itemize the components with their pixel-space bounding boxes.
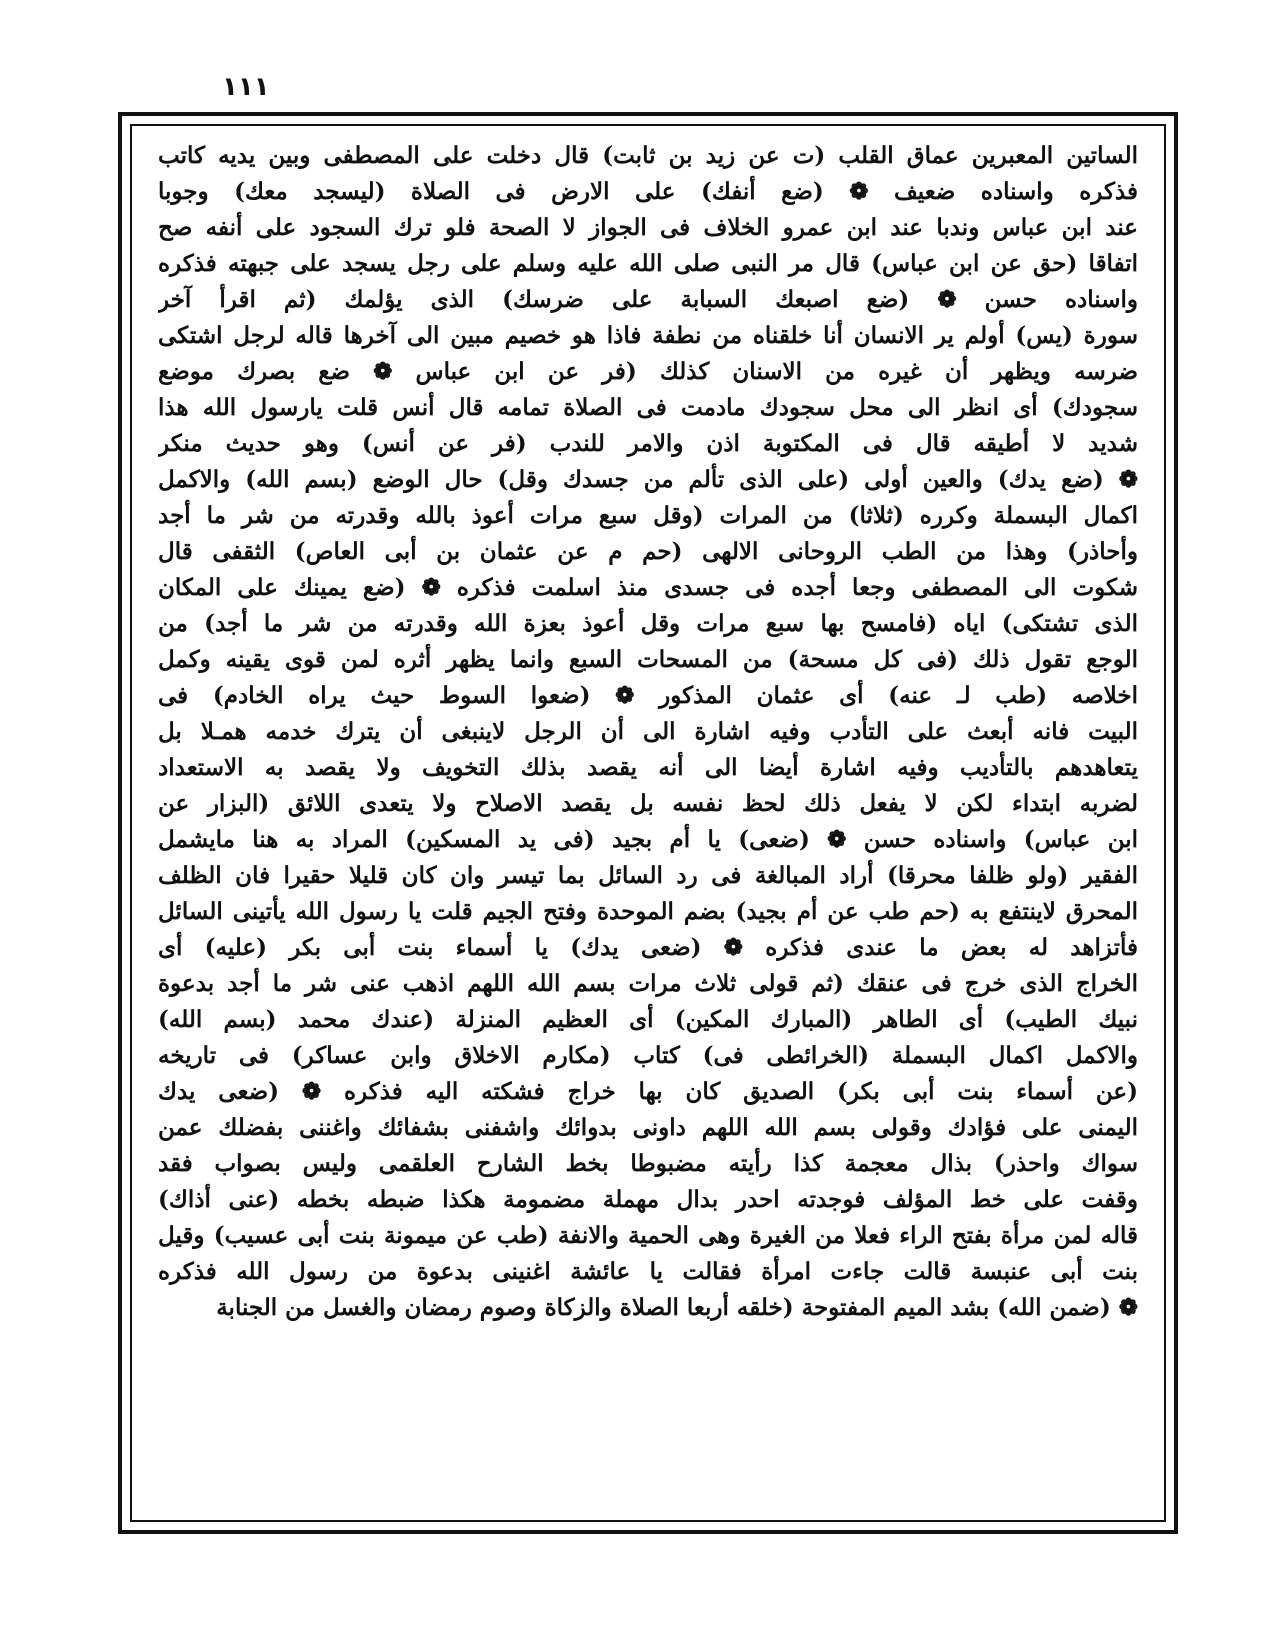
page-number: ١١١ [222, 72, 270, 102]
text-line: اخلاصه (طب لـ عنه) أى عثمان المذكور ❁ (ضعوا السوط حيث يراه الخادم) فى [158, 682, 1138, 709]
page-border-outer [118, 112, 1178, 1534]
text-line: فذكره واسناده ضعيف ❁ (ضع أنفك) على الارض فى الصلاة (ليسجد معك) وجوبا [158, 178, 1138, 205]
text-line: نبيك الطيب) أى الطاهر (المبارك المكين) أى العظيم المنزلة (عندك محمد (بسم الله) [158, 1006, 1138, 1033]
text-line: الساتين المعبرين عماق القلب (ت عن زيد بن ثابت) قال دخلت على المصطفى وبين يديه كاتب [158, 142, 1138, 169]
text-line: ابن عباس) واسناده حسن ❁ (ضعى) يا أم بجيد (فى يد المسكين) المراد به هنا مايشمل [158, 826, 1138, 853]
text-line: ❁ (ضع يدك) والعين أولى (على الذى تألم من جسدك وقل) حال الوضع (بسم الله) والاكمل [158, 466, 1138, 493]
text-line: عند ابن عباس وندبا عند ابن عمرو الخلاف فى الجواز لا الصحة فلو ترك السجود على أنفه صح [158, 214, 1138, 241]
text-line: اتفاقا (حق عن ابن عباس) قال مر النبى صلى الله عليه وسلم على رجل يسجد على جبهته فذكره [158, 250, 1138, 277]
text-line: لضربه ابتداء لكن لا يفعل ذلك لحظ نفسه بل يقصد الاصلاح ولا يتعدى اللائق (البزار عن [158, 790, 1138, 817]
text-line: قاله لمن مرأة بفتح الراء فعلا من الغيرة وهى الحمية والانفة (طب عن ميمونة بنت أبى عسيب) وقيل [158, 1222, 1138, 1249]
text-line: سواك واحذر) بذال معجمة كذا رأيته مضبوطا بخط الشارح العلقمى وليس بصواب فقد [158, 1150, 1138, 1177]
text-line: فأتزاهد له بعض ما عندى فذكره ❁ (ضعى يدك) يا أسماء بنت أبى بكر (عليه) أى [158, 934, 1138, 961]
text-line: سورة (يس) أولم ير الانسان أنا خلقناه من نطفة فاذا هو خصيم مبين الى آخرها قاله لرجل اشتكى [158, 322, 1138, 349]
text-line: والاكمل اكمال البسملة (الخرائطى فى) كتاب (مكارم الاخلاق وابن عساكر) فى تاريخه [158, 1042, 1138, 1069]
text-line: اليمنى على فؤادك وقولى بسم الله اللهم داونى بدوائك واشفنى بشفائك واغننى بفضلك عمن [158, 1114, 1138, 1141]
text-line: يتعاهدهم بالتأديب وفيه اشارة أيضا الى أنه يقصد بذلك التخويف ولا يقصد به الاستعداد [158, 754, 1138, 781]
text-line: سجودك) أى انظر الى محل سجودك مادمت فى الصلاة تمامه قال أنس قلت يارسول الله هذا [158, 394, 1138, 421]
text-line: شكوت الى المصطفى وجعا أجده فى جسدى منذ اسلمت فذكره ❁ (ضع يمينك على المكان [158, 574, 1138, 601]
text-line: ❁ (ضمن الله) بشد الميم المفتوحة (خلقه أربعا الصلاة والزكاة وصوم رمضان والغسل من الجنابة [216, 1294, 1138, 1321]
text-line: الفقير (ولو ظلفا محرقا) أراد المبالغة فى رد السائل بما تيسر وان كان قليلا حقيرا فان الظلف [158, 862, 1138, 889]
text-line: وقفت على خط المؤلف فوجدته احدر بدال مهملة مضمومة هكذا ضبطه بخطه (عنى أذاك) [158, 1186, 1138, 1213]
text-line: وأحاذر) وهذا من الطب الروحانى الالهى (حم م عن عثمان بن أبى العاص) الثقفى قال [158, 538, 1138, 565]
text-line: الذى تشتكى) اياه (فامسح بها سبع مرات وقل أعوذ بعزة الله وقدرته من شر ما أجد) من [158, 610, 1138, 637]
text-line: البيت فانه أبعث على التأدب وفيه اشارة الى أن الرجل لاينبغى أن يترك خدمه همـلا بل [158, 718, 1138, 745]
text-line: شديد لا أطيقه قال فى المكتوبة اذن والامر للندب (فر عن أنس) وهو حديث منكر [158, 430, 1138, 457]
text-line: المحرق لاينتفع به (حم طب عن أم بجيد) بضم الموحدة وفتح الجيم قلت يا رسول الله يأتينى السائل [158, 898, 1138, 925]
text-line: واسناده حسن ❁ (ضع اصبعك السبابة على ضرسك) الذى يؤلمك (ثم اقرأ آخر [158, 286, 1138, 313]
text-line: الخراج الذى خرج فى عنقك (ثم قولى ثلاث مرات بسم الله اللهم اذهب عنى شر ما أجد بدعوة [158, 970, 1138, 997]
text-line: ضرسه ويظهر أن غيره من الاسنان كذلك (فر عن ابن عباس ❁ ضع بصرك موضع [158, 358, 1138, 385]
text-line: (عن أسماء بنت أبى بكر) الصديق كان بها خراج فشكته اليه فذكره ❁ (ضعى يدك [158, 1078, 1138, 1105]
text-line: بنت أبى عنبسة قالت جاءت امرأة فقالت يا عائشة اغنينى بدعوة من رسول الله فذكره [158, 1258, 1138, 1285]
text-line: اكمال البسملة وكرره (ثلاثا) من المرات (وقل سبع مرات أعوذ بالله وقدرته من شر ما أجد [158, 502, 1138, 529]
page-border-inner [130, 124, 1166, 1522]
text-line: الوجع تقول ذلك (فى كل مسحة) من المسحات السبع وانما يظهر أثره لمن قوى يقينه وكمل [158, 646, 1138, 673]
arabic-text-body [158, 138, 1138, 1510]
